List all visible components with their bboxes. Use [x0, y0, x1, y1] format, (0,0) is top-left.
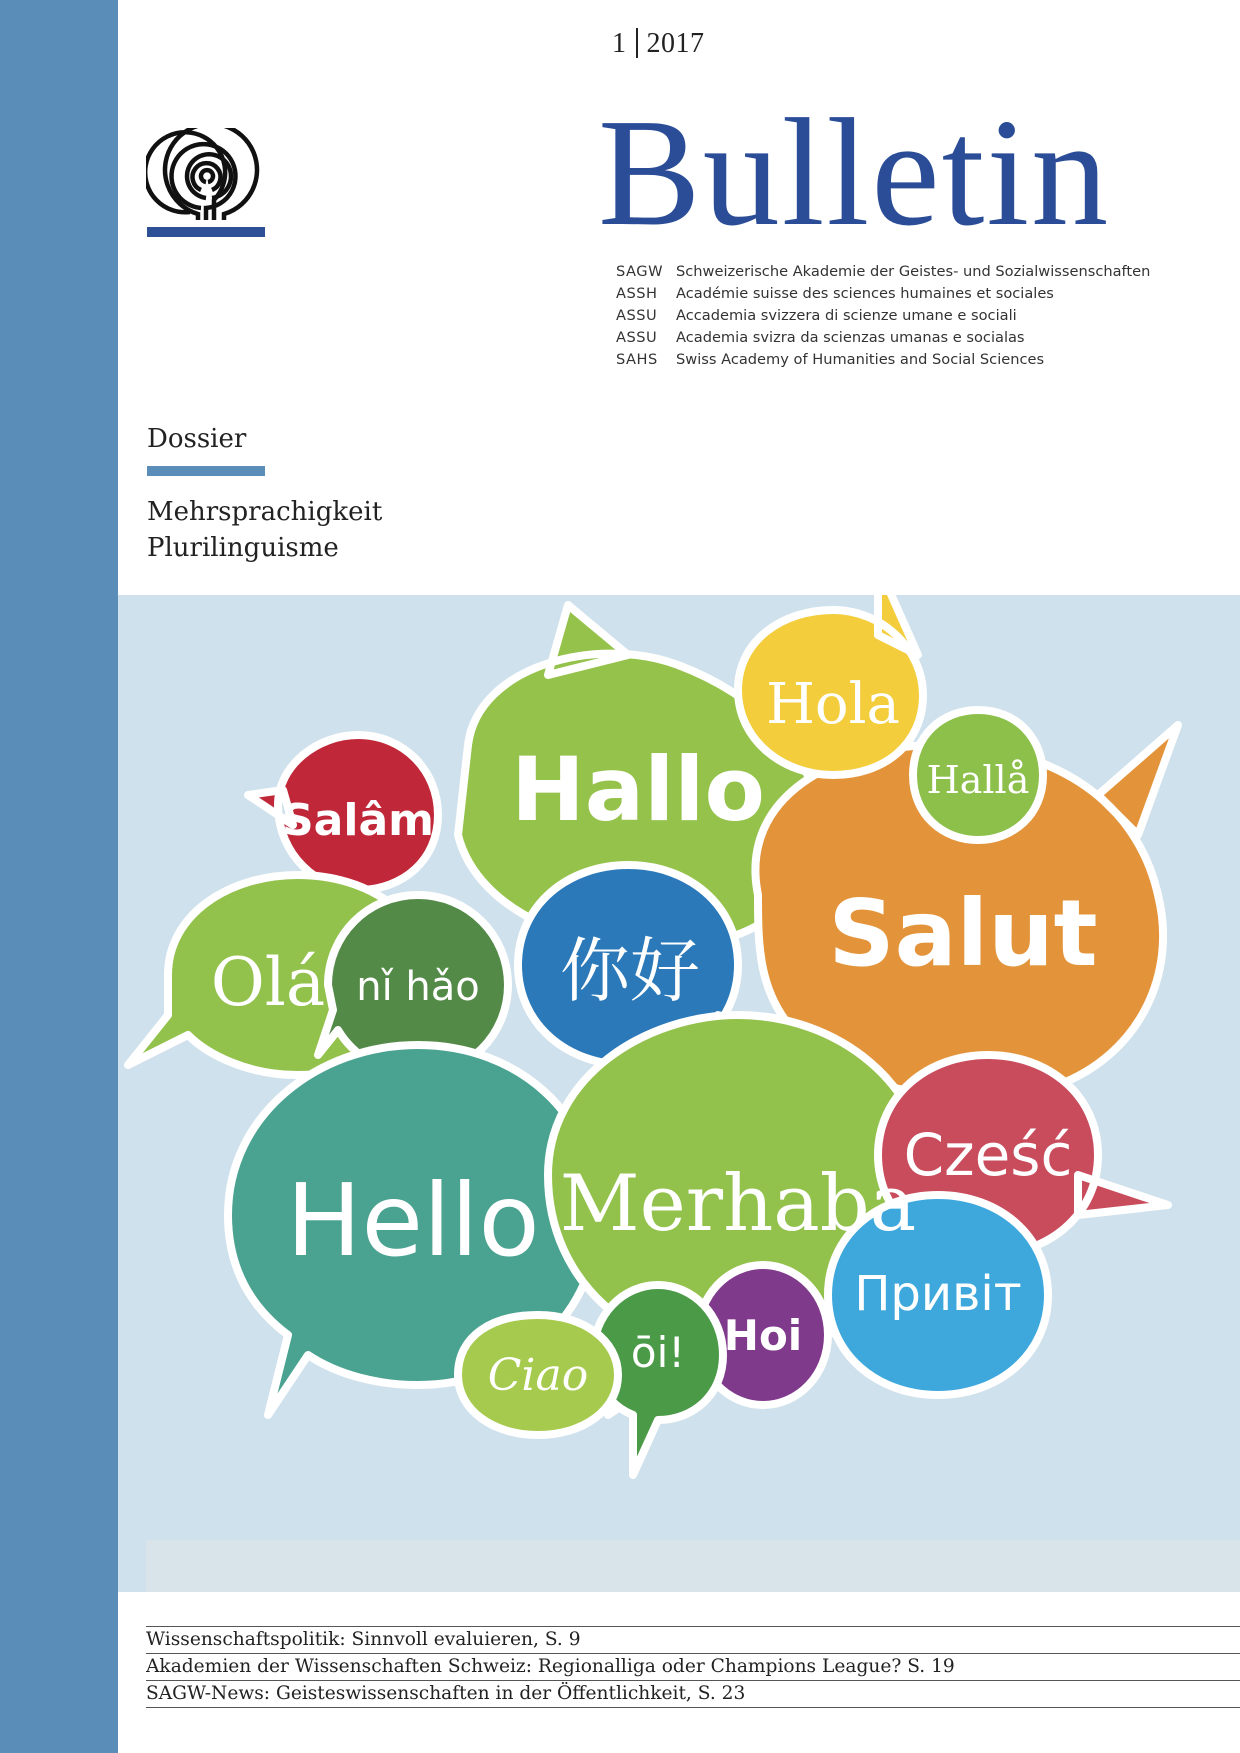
greeting-oi: ōi!	[630, 1328, 686, 1377]
speech-bubbles-graphic	[118, 595, 1240, 1592]
academy-row	[616, 261, 1150, 283]
academy-name: Académie suisse des sciences humaines et sociales	[676, 285, 1054, 302]
academy-row	[616, 283, 1150, 305]
greeting-merhaba: Merhaba	[559, 1159, 917, 1249]
logo-underline	[147, 227, 265, 237]
greeting-ola: Olá	[210, 944, 326, 1021]
academy-row	[616, 305, 1150, 327]
greeting-nihao-zh: 你好	[560, 930, 700, 1012]
page-title: Bulletin	[598, 88, 1111, 258]
issue-number	[612, 28, 705, 60]
issue-separator	[636, 28, 638, 58]
academy-name: Academia svizra da scienzas umanas e socialas	[676, 329, 1025, 346]
topic-german: Mehrsprachigkeit	[147, 497, 383, 527]
greeting-ciao: Ciao	[487, 1350, 589, 1401]
greeting-halla: Hallå	[926, 758, 1030, 802]
dossier-underline	[147, 466, 265, 476]
issue-no: 1	[612, 28, 627, 59]
academy-row	[616, 349, 1150, 371]
labyrinth-logo-icon	[146, 128, 266, 240]
greeting-privit: Привiт	[854, 1266, 1022, 1322]
academy-name: Swiss Academy of Humanities and Social Sciences	[676, 351, 1045, 368]
greeting-nihao: nǐ hǎo	[356, 964, 480, 1010]
topic-french: Plurilinguisme	[147, 533, 339, 563]
greeting-hola: Hola	[766, 672, 900, 737]
academy-abbr: ASSH	[616, 285, 658, 302]
dossier-label: Dossier	[147, 424, 247, 454]
toc-item[interactable]: Akademien der Wissenschaften Schweiz: Regionalliga oder Champions League? S. 19	[146, 1656, 955, 1677]
academy-abbr: SAGW	[616, 263, 663, 280]
toc-divider	[146, 1707, 1240, 1708]
academy-name: Accademia svizzera di scienze umane e sociali	[676, 307, 1017, 324]
greeting-hoi: Hoi	[723, 1311, 803, 1360]
greeting-hello: Hello	[286, 1162, 540, 1279]
issue-year: 2017	[646, 28, 705, 59]
academy-row	[616, 327, 1150, 349]
table-of-contents	[146, 1626, 1240, 1708]
greeting-salam: Salâm	[281, 795, 435, 846]
speech-bubble-illustration	[118, 595, 1240, 1592]
academy-abbr: SAHS	[616, 351, 658, 368]
toc-item[interactable]: SAGW-News: Geisteswissenschaften in der Öffentlichkeit, S. 23	[146, 1683, 746, 1704]
illustration-bottom-strip	[146, 1540, 1240, 1592]
toc-item[interactable]: Wissenschaftspolitik: Sinnvoll evaluieren, S. 9	[146, 1629, 581, 1650]
dossier-topic	[147, 494, 382, 566]
greeting-czesc: Cześć	[903, 1121, 1073, 1189]
academy-abbr: ASSU	[616, 329, 658, 346]
greeting-hallo: Hallo	[511, 738, 765, 841]
academy-name: Schweizerische Akademie der Geistes- und Sozialwissenschaften	[676, 263, 1151, 280]
academy-list	[616, 261, 1150, 371]
left-color-band	[0, 0, 118, 1753]
greeting-salut: Salut	[828, 880, 1098, 987]
academy-abbr: ASSU	[616, 307, 658, 324]
